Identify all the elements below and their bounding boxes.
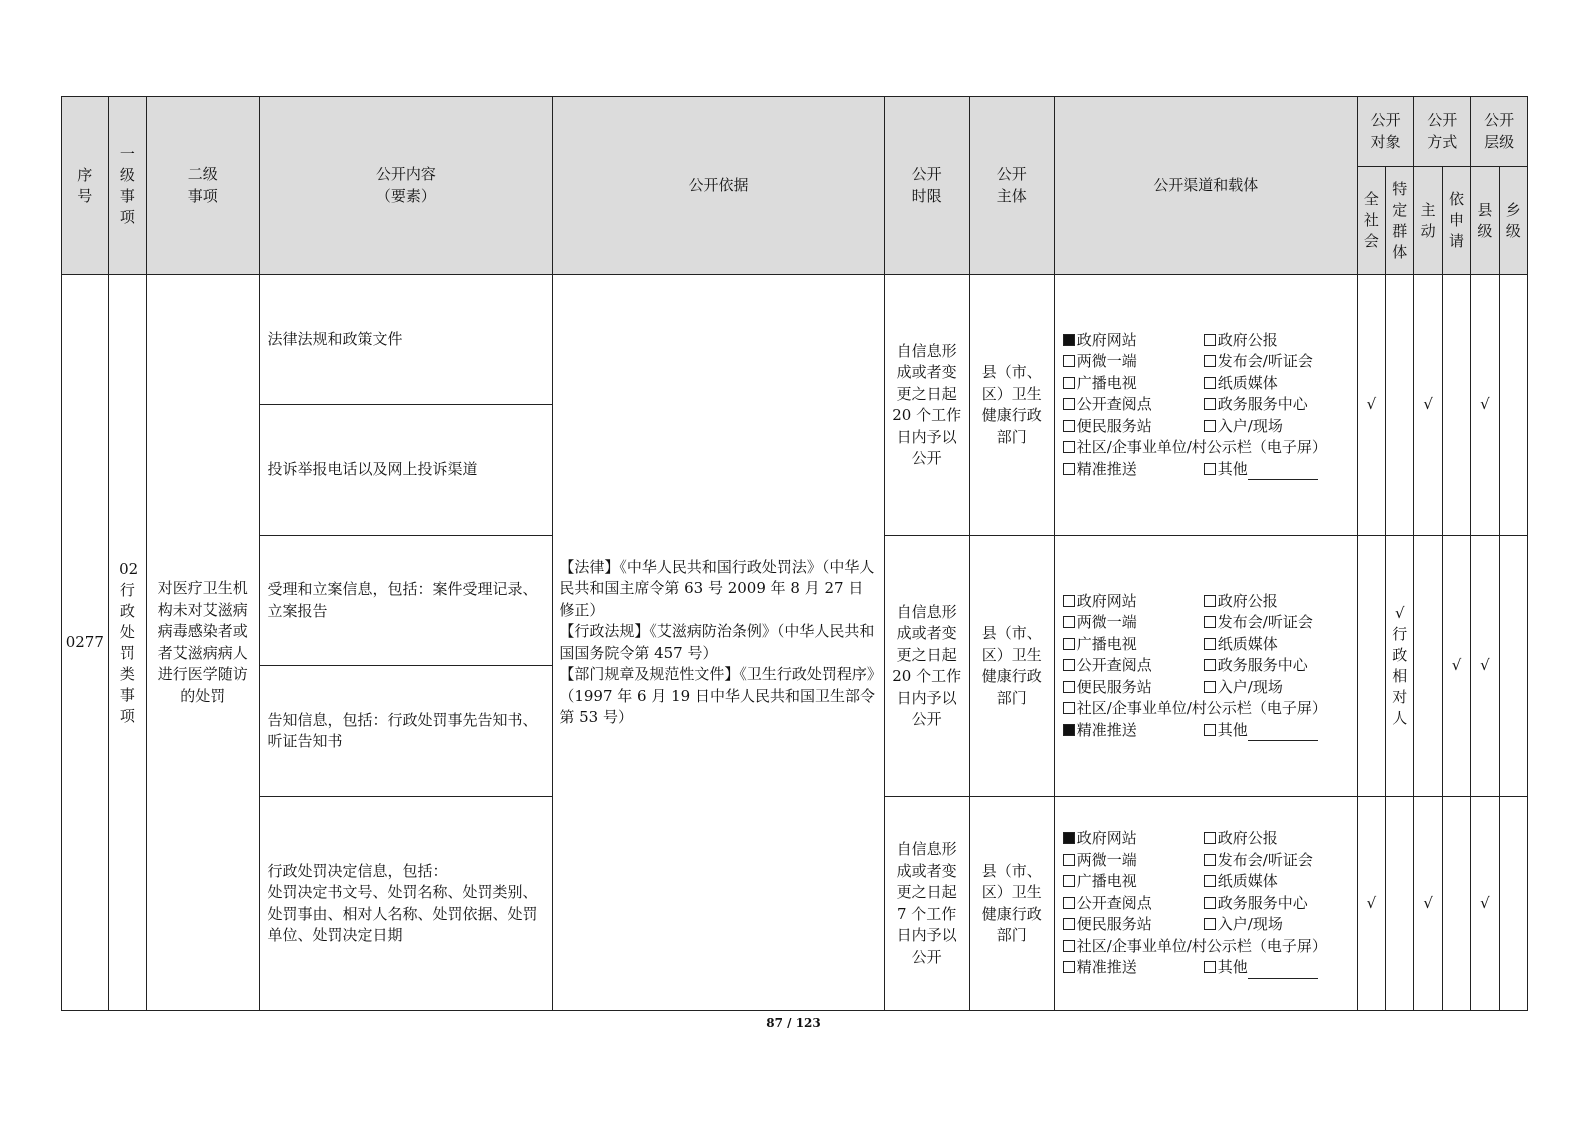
channel-row bbox=[1063, 394, 1349, 416]
unchecked-box-icon bbox=[1063, 441, 1075, 453]
channel-option bbox=[1204, 655, 1308, 677]
unchecked-box-icon bbox=[1063, 961, 1075, 973]
channel-label: 广播电视 bbox=[1076, 373, 1137, 392]
channel-option bbox=[1063, 828, 1204, 850]
channel-label: 公开查阅点 bbox=[1076, 395, 1152, 414]
channel-label: 政府公报 bbox=[1217, 591, 1278, 610]
unchecked-box-icon bbox=[1063, 355, 1075, 367]
channel-label: 便民服务站 bbox=[1076, 915, 1152, 934]
channel-option bbox=[1063, 871, 1204, 893]
channel-option bbox=[1063, 373, 1204, 395]
channel-label: 发布会/听证会 bbox=[1217, 352, 1313, 371]
channel-option bbox=[1063, 416, 1204, 438]
blank-line bbox=[1248, 965, 1318, 979]
subject: 县（市、 区）卫生 健康行政 部门 bbox=[969, 536, 1054, 797]
channel-label: 政务服务中心 bbox=[1217, 893, 1308, 912]
channel-option bbox=[1063, 677, 1204, 699]
unchecked-box-icon bbox=[1204, 595, 1216, 607]
channels bbox=[1054, 275, 1357, 536]
channel-option bbox=[1063, 330, 1204, 352]
mark-object-all: √ bbox=[1357, 797, 1385, 1011]
unchecked-box-icon bbox=[1204, 463, 1216, 475]
row-basis: 【法律】《中华人民共和国行政处罚法》（中华人民共和国主席令第 63 号 2009 年 8 月 27 日修正） 【行政法规】《艾滋病防治条例》（中华人民共和国国务院令第 457 号） 【部门规章及规范性文件】《卫生行政处罚程序》（1997 年 6 月 19 日中华人民共和国卫生部令第 53 号） bbox=[553, 275, 884, 1011]
channel-label: 两微一端 bbox=[1076, 850, 1137, 869]
blank-line bbox=[1248, 466, 1318, 480]
channels bbox=[1054, 797, 1357, 1011]
mark-object-specific bbox=[1386, 275, 1414, 536]
mark-level-town bbox=[1499, 275, 1527, 536]
unchecked-box-icon bbox=[1204, 398, 1216, 410]
channel-option bbox=[1204, 416, 1283, 438]
unchecked-box-icon bbox=[1063, 377, 1075, 389]
mark-level-town bbox=[1499, 797, 1527, 1011]
channel-row bbox=[1063, 914, 1349, 936]
channel-option bbox=[1204, 459, 1318, 481]
row-level2: 对医疗卫生机 构未对艾滋病 病毒感染者或 者艾滋病病人 进行医学随访 的处罚 bbox=[147, 275, 259, 1011]
content-item: 投诉举报电话以及网上投诉渠道 bbox=[259, 405, 553, 536]
time-limit: 自信息形 成或者变 更之日起 7 个工作 日内予以 公开 bbox=[884, 797, 969, 1011]
channel-label: 社区/企事业单位/村公示栏（电子屏） bbox=[1076, 936, 1327, 955]
channel-label: 两微一端 bbox=[1076, 352, 1137, 371]
channel-option bbox=[1204, 957, 1318, 979]
mark-level-county: √ bbox=[1471, 275, 1499, 536]
unchecked-box-icon bbox=[1063, 854, 1075, 866]
channel-option bbox=[1204, 394, 1308, 416]
channel-row bbox=[1063, 957, 1349, 979]
channel-label: 便民服务站 bbox=[1076, 677, 1152, 696]
header-object-group: 公开 对象 bbox=[1357, 97, 1414, 167]
content-item: 告知信息，包括：行政处罚事先告知书、听证告知书 bbox=[259, 666, 553, 797]
channel-row bbox=[1063, 936, 1349, 958]
channel-row bbox=[1063, 677, 1349, 699]
header-object-all: 全 社 会 bbox=[1357, 167, 1385, 275]
channel-option bbox=[1063, 394, 1204, 416]
channel-label: 社区/企事业单位/村公示栏（电子屏） bbox=[1076, 699, 1327, 718]
unchecked-box-icon bbox=[1204, 616, 1216, 628]
channel-label: 入户/现场 bbox=[1217, 416, 1283, 435]
channel-option bbox=[1063, 698, 1327, 720]
mark-object-specific: √ 行 政 相 对 人 bbox=[1386, 536, 1414, 797]
unchecked-box-icon bbox=[1204, 638, 1216, 650]
channel-label: 入户/现场 bbox=[1217, 677, 1283, 696]
channel-row bbox=[1063, 828, 1349, 850]
header-method-group: 公开 方式 bbox=[1414, 97, 1471, 167]
unchecked-box-icon bbox=[1204, 897, 1216, 909]
channel-label: 发布会/听证会 bbox=[1217, 613, 1313, 632]
channel-label: 政府公报 bbox=[1217, 829, 1278, 848]
channel-label: 政府网站 bbox=[1076, 330, 1137, 349]
channel-row bbox=[1063, 698, 1349, 720]
unchecked-box-icon bbox=[1063, 897, 1075, 909]
header-seq: 序 号 bbox=[62, 97, 109, 275]
mark-level-town bbox=[1499, 536, 1527, 797]
channel-label: 广播电视 bbox=[1076, 634, 1137, 653]
channel-label: 便民服务站 bbox=[1076, 416, 1152, 435]
channel-row bbox=[1063, 871, 1349, 893]
channels bbox=[1054, 536, 1357, 797]
channel-row bbox=[1063, 330, 1349, 352]
unchecked-box-icon bbox=[1204, 420, 1216, 432]
page-number: 87 / 123 bbox=[766, 1016, 821, 1030]
channel-row bbox=[1063, 612, 1349, 634]
unchecked-box-icon bbox=[1204, 659, 1216, 671]
channel-label: 政务服务中心 bbox=[1217, 395, 1308, 414]
row-level1: 02 行 政 处 罚 类 事 项 bbox=[108, 275, 146, 1011]
channel-label: 政府网站 bbox=[1076, 591, 1137, 610]
channel-option bbox=[1063, 612, 1204, 634]
unchecked-box-icon bbox=[1204, 355, 1216, 367]
unchecked-box-icon bbox=[1063, 595, 1075, 607]
unchecked-box-icon bbox=[1063, 398, 1075, 410]
channel-label: 其他 bbox=[1217, 958, 1248, 977]
unchecked-box-icon bbox=[1204, 681, 1216, 693]
channel-option bbox=[1204, 330, 1278, 352]
time-limit: 自信息形 成或者变 更之日起 20 个工作 日内予以 公开 bbox=[884, 275, 969, 536]
channel-option bbox=[1204, 828, 1278, 850]
channel-option bbox=[1063, 634, 1204, 656]
channel-label: 社区/企事业单位/村公示栏（电子屏） bbox=[1076, 438, 1327, 457]
content-item: 行政处罚决定信息，包括： 处罚决定书文号、处罚名称、处罚类别、处罚事由、相对人名称、处罚依据、处罚单位、处罚决定日期 bbox=[259, 797, 553, 1011]
mark-object-all: √ bbox=[1357, 275, 1385, 536]
unchecked-box-icon bbox=[1204, 377, 1216, 389]
channel-option bbox=[1204, 373, 1278, 395]
channel-option bbox=[1204, 720, 1318, 742]
unchecked-box-icon bbox=[1063, 681, 1075, 693]
header-level-county: 县 级 bbox=[1471, 167, 1499, 275]
channel-option bbox=[1204, 850, 1313, 872]
channel-label: 两微一端 bbox=[1076, 613, 1137, 632]
unchecked-box-icon bbox=[1204, 724, 1216, 736]
channel-option bbox=[1204, 871, 1278, 893]
header-method-active: 主 动 bbox=[1414, 167, 1442, 275]
header-level-town: 乡 级 bbox=[1499, 167, 1527, 275]
channel-label: 精准推送 bbox=[1076, 720, 1137, 739]
mark-object-all bbox=[1357, 536, 1385, 797]
mark-method-apply bbox=[1442, 275, 1470, 536]
channel-option bbox=[1063, 655, 1204, 677]
channel-row bbox=[1063, 373, 1349, 395]
mark-method-apply: √ bbox=[1442, 536, 1470, 797]
time-limit: 自信息形 成或者变 更之日起 20 个工作 日内予以 公开 bbox=[884, 536, 969, 797]
unchecked-box-icon bbox=[1063, 940, 1075, 952]
disclosure-table bbox=[61, 96, 1528, 1011]
channel-option bbox=[1063, 893, 1204, 915]
channel-row bbox=[1063, 591, 1349, 613]
channel-label: 广播电视 bbox=[1076, 872, 1137, 891]
channel-option bbox=[1204, 351, 1313, 373]
channel-row bbox=[1063, 850, 1349, 872]
channel-label: 发布会/听证会 bbox=[1217, 850, 1313, 869]
channel-row bbox=[1063, 720, 1349, 742]
channel-option bbox=[1204, 677, 1283, 699]
channel-label: 精准推送 bbox=[1076, 459, 1137, 478]
unchecked-box-icon bbox=[1063, 638, 1075, 650]
unchecked-box-icon bbox=[1063, 875, 1075, 887]
channel-label: 公开查阅点 bbox=[1076, 893, 1152, 912]
header-basis: 公开依据 bbox=[553, 97, 884, 275]
channel-row bbox=[1063, 416, 1349, 438]
header-time-limit: 公开 时限 bbox=[884, 97, 969, 275]
header-method-apply: 依 申 请 bbox=[1442, 167, 1470, 275]
channel-row bbox=[1063, 634, 1349, 656]
mark-object-specific bbox=[1386, 797, 1414, 1011]
channel-option bbox=[1063, 459, 1204, 481]
mark-method-apply bbox=[1442, 797, 1470, 1011]
channel-label: 纸质媒体 bbox=[1217, 373, 1278, 392]
channel-row bbox=[1063, 655, 1349, 677]
channel-option bbox=[1204, 612, 1313, 634]
mark-method-active: √ bbox=[1414, 275, 1442, 536]
row-seq: 0277 bbox=[62, 275, 109, 1011]
checked-box-icon bbox=[1063, 832, 1075, 844]
channel-option bbox=[1204, 893, 1308, 915]
header-level2: 二级 事项 bbox=[147, 97, 259, 275]
unchecked-box-icon bbox=[1063, 918, 1075, 930]
unchecked-box-icon bbox=[1204, 334, 1216, 346]
header-object-specific: 特 定 群 体 bbox=[1386, 167, 1414, 275]
content-item: 法律法规和政策文件 bbox=[259, 275, 553, 405]
channel-row bbox=[1063, 459, 1349, 481]
unchecked-box-icon bbox=[1204, 832, 1216, 844]
unchecked-box-icon bbox=[1204, 854, 1216, 866]
header-level-group: 公开 层级 bbox=[1471, 97, 1528, 167]
unchecked-box-icon bbox=[1204, 961, 1216, 973]
channel-label: 公开查阅点 bbox=[1076, 656, 1152, 675]
channel-label: 政务服务中心 bbox=[1217, 656, 1308, 675]
blank-line bbox=[1248, 727, 1318, 741]
unchecked-box-icon bbox=[1204, 918, 1216, 930]
channel-option bbox=[1063, 936, 1327, 958]
mark-level-county: √ bbox=[1471, 536, 1499, 797]
channel-option bbox=[1204, 634, 1278, 656]
channel-option bbox=[1063, 720, 1204, 742]
channel-row bbox=[1063, 351, 1349, 373]
header-content: 公开内容 （要素） bbox=[259, 97, 553, 275]
content-item: 受理和立案信息，包括：案件受理记录、立案报告 bbox=[259, 536, 553, 666]
channel-row bbox=[1063, 437, 1349, 459]
header-subject: 公开 主体 bbox=[969, 97, 1054, 275]
channel-label: 其他 bbox=[1217, 459, 1248, 478]
checked-box-icon bbox=[1063, 724, 1075, 736]
unchecked-box-icon bbox=[1063, 702, 1075, 714]
unchecked-box-icon bbox=[1063, 659, 1075, 671]
mark-level-county: √ bbox=[1471, 797, 1499, 1011]
channel-label: 政府网站 bbox=[1076, 829, 1137, 848]
channel-option bbox=[1063, 850, 1204, 872]
subject: 县（市、 区）卫生 健康行政 部门 bbox=[969, 797, 1054, 1011]
checked-box-icon bbox=[1063, 334, 1075, 346]
header-level1: 一 级 事 项 bbox=[108, 97, 146, 275]
channel-option bbox=[1063, 351, 1204, 373]
channel-label: 入户/现场 bbox=[1217, 915, 1283, 934]
channel-option bbox=[1063, 957, 1204, 979]
unchecked-box-icon bbox=[1063, 420, 1075, 432]
channel-option bbox=[1063, 914, 1204, 936]
unchecked-box-icon bbox=[1063, 463, 1075, 475]
mark-method-active: √ bbox=[1414, 797, 1442, 1011]
channel-option bbox=[1063, 591, 1204, 613]
subject: 县（市、 区）卫生 健康行政 部门 bbox=[969, 275, 1054, 536]
channel-option bbox=[1204, 914, 1283, 936]
header-channels: 公开渠道和载体 bbox=[1054, 97, 1357, 275]
channel-option bbox=[1204, 591, 1278, 613]
channel-label: 精准推送 bbox=[1076, 958, 1137, 977]
channel-row bbox=[1063, 893, 1349, 915]
channel-label: 政府公报 bbox=[1217, 330, 1278, 349]
unchecked-box-icon bbox=[1204, 875, 1216, 887]
unchecked-box-icon bbox=[1063, 616, 1075, 628]
mark-method-active bbox=[1414, 536, 1442, 797]
channel-label: 纸质媒体 bbox=[1217, 872, 1278, 891]
channel-label: 其他 bbox=[1217, 720, 1248, 739]
channel-label: 纸质媒体 bbox=[1217, 634, 1278, 653]
channel-option bbox=[1063, 437, 1327, 459]
